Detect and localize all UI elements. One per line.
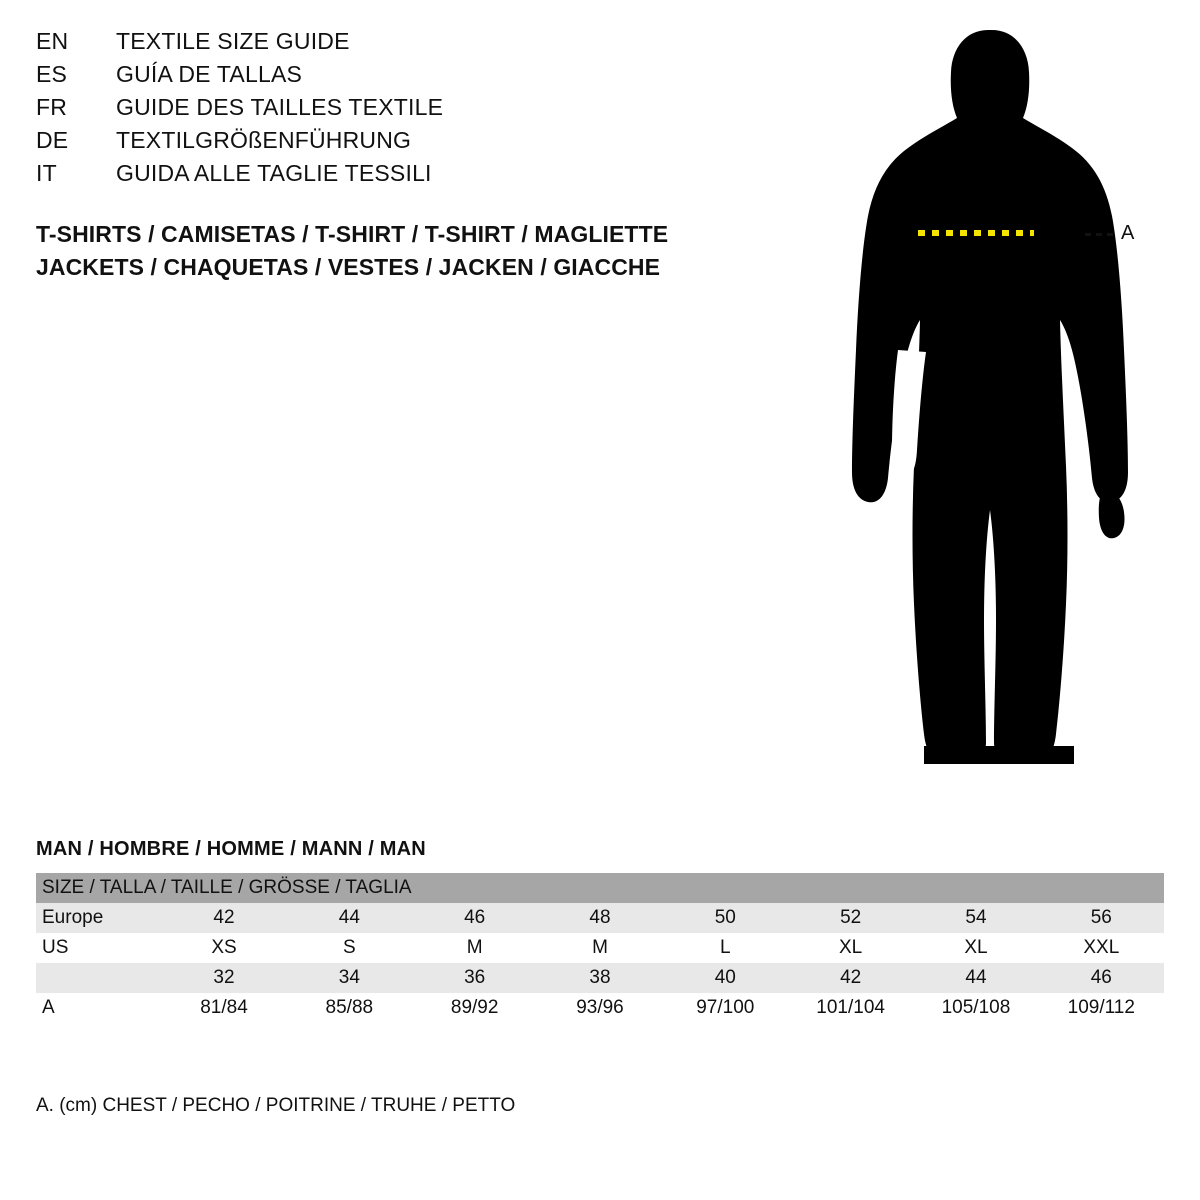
language-text-de: TEXTILGRÖßENFÜHRUNG (116, 127, 412, 153)
category-list (36, 218, 836, 284)
cell-a-2: 89/92 (412, 993, 537, 1023)
cell-us-5: XL (788, 933, 913, 963)
cell-europe-0: 42 (161, 903, 286, 933)
category-tshirts: T-SHIRTS / CAMISETAS / T-SHIRT / T-SHIRT / MAGLIETTE (36, 221, 669, 247)
language-row-es (36, 61, 756, 94)
cell-europe-6: 54 (913, 903, 1038, 933)
table-header-row (36, 873, 1164, 903)
cell-a-0: 81/84 (161, 993, 286, 1023)
cell-europe-4: 50 (663, 903, 788, 933)
language-text-it: GUIDA ALLE TAGLIE TESSILI (116, 160, 432, 186)
category-jackets: JACKETS / CHAQUETAS / VESTES / JACKEN / GIACCHE (36, 254, 661, 280)
size-table (36, 873, 1164, 1023)
cell-us-1: S (287, 933, 412, 963)
cell-us-6: XL (913, 933, 1038, 963)
row-label-europe: Europe (36, 903, 161, 933)
cell-numeric-6: 44 (913, 963, 1038, 993)
table-section-title: MAN / HOMBRE / HOMME / MANN / MAN (36, 838, 426, 860)
cell-a-5: 101/104 (788, 993, 913, 1023)
cell-numeric-4: 40 (663, 963, 788, 993)
table-row (36, 903, 1164, 933)
man-silhouette-path (852, 30, 1128, 760)
cell-us-2: M (412, 933, 537, 963)
cell-europe-7: 56 (1039, 903, 1164, 933)
chest-leader-dashes (1085, 233, 1115, 236)
language-code-en: EN (36, 28, 69, 54)
language-text-es: GUÍA DE TALLAS (116, 61, 303, 87)
cell-us-3: M (537, 933, 662, 963)
cell-numeric-2: 36 (412, 963, 537, 993)
chest-measure-label: A (1121, 222, 1135, 244)
table-row (36, 993, 1164, 1023)
foot-base (924, 746, 1074, 764)
cell-numeric-0: 32 (161, 963, 286, 993)
language-code-fr: FR (36, 94, 68, 120)
table-footnote: A. (cm) CHEST / PECHO / POITRINE / TRUHE / PETTO (36, 1095, 516, 1116)
cell-us-7: XXL (1039, 933, 1164, 963)
silhouette-svg (820, 20, 1180, 780)
cell-numeric-7: 46 (1039, 963, 1164, 993)
language-row-de (36, 127, 756, 160)
cell-a-3: 93/96 (537, 993, 662, 1023)
cell-europe-3: 48 (537, 903, 662, 933)
cell-a-1: 85/88 (287, 993, 412, 1023)
language-text-en: TEXTILE SIZE GUIDE (116, 28, 350, 54)
body-silhouette (820, 20, 1180, 780)
cell-numeric-3: 38 (537, 963, 662, 993)
cell-a-6: 105/108 (913, 993, 1038, 1023)
row-label-a: A (36, 993, 161, 1023)
table-header-label: SIZE / TALLA / TAILLE / GRÖSSE / TAGLIA (36, 873, 1164, 903)
row-label-numeric (36, 963, 161, 993)
cell-a-7: 109/112 (1039, 993, 1164, 1023)
cell-numeric-5: 42 (788, 963, 913, 993)
table-row (36, 933, 1164, 963)
cell-us-4: L (663, 933, 788, 963)
language-code-de: DE (36, 127, 69, 153)
cell-europe-2: 46 (412, 903, 537, 933)
language-row-en (36, 28, 756, 61)
language-row-fr (36, 94, 756, 127)
language-code-es: ES (36, 61, 68, 87)
size-table-section (36, 838, 1164, 1023)
language-row-it (36, 160, 756, 193)
language-list (36, 28, 756, 193)
language-text-fr: GUIDE DES TAILLES TEXTILE (116, 94, 444, 120)
row-label-us: US (36, 933, 161, 963)
cell-europe-1: 44 (287, 903, 412, 933)
table-row (36, 963, 1164, 993)
cell-us-0: XS (161, 933, 286, 963)
cell-numeric-1: 34 (287, 963, 412, 993)
cell-a-4: 97/100 (663, 993, 788, 1023)
language-code-it: IT (36, 160, 57, 186)
cell-europe-5: 52 (788, 903, 913, 933)
